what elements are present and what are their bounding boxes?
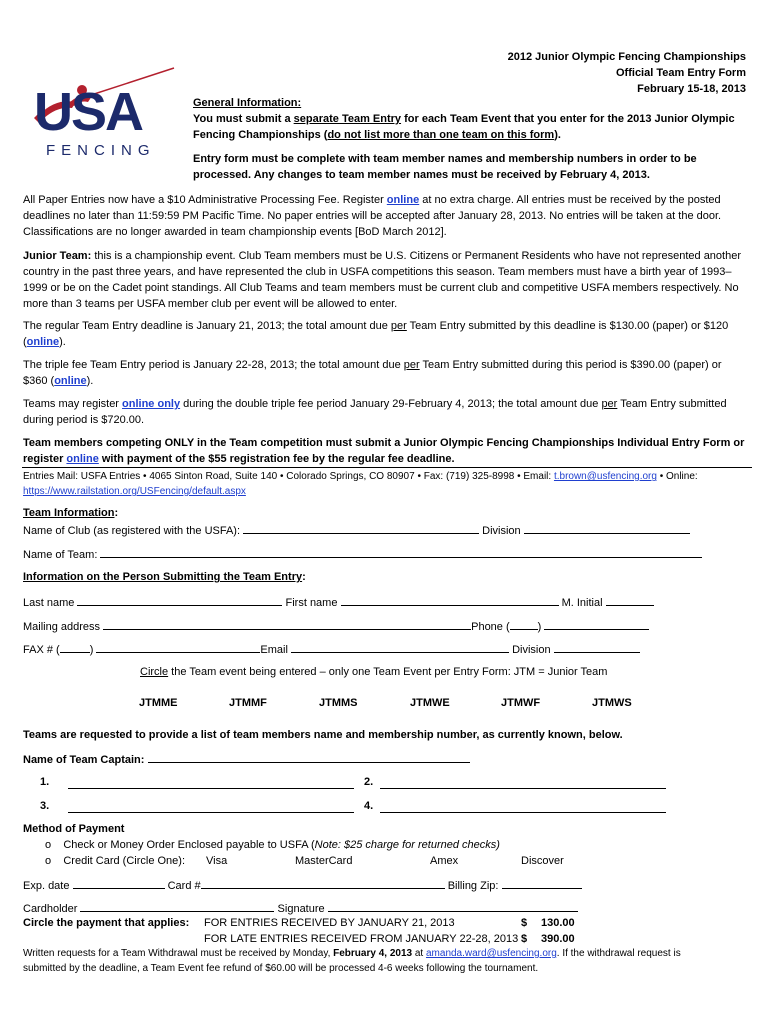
- club-name-field[interactable]: [243, 523, 479, 534]
- event-code-jtmmf[interactable]: JTMMF: [229, 697, 267, 709]
- card-number-field[interactable]: [201, 878, 445, 889]
- withdrawal-email-link[interactable]: amanda.ward@usfencing.org: [425, 948, 557, 959]
- mail-info: Entries Mail: USFA Entries • 4065 Sinton Road, Suite 140 • Colorado Springs, CO 80907 • Fax: (719) 325-8998 • Email: t.brown@usfencing.org • Online: https://www.railstation.org/USFencing/default.aspx: [23, 471, 698, 497]
- form-subtitle: Official Team Entry Form: [616, 67, 746, 79]
- address-row: Mailing address Phone ( ): [23, 619, 649, 633]
- members-request: Teams are requested to provide a list of team members name and membership number, as currently known, below.: [23, 729, 623, 741]
- first-name-field[interactable]: [341, 595, 559, 606]
- fee-paragraph: All Paper Entries now have a $10 Administrative Processing Fee. Register online at no extra charge. All entries must be received by the posted deadlines no later than 11:59:59 PM Pacific Time. No paper entries will be accepted after January 28, 2013. No entries will be taken at the door. Classifications are no longer awarded in team championship events [BoD March 2012].: [23, 194, 722, 238]
- general-line-2: Fencing Championships (do not list more than one team on this form).: [193, 129, 561, 141]
- online-link[interactable]: online: [66, 453, 99, 465]
- online-link[interactable]: online: [54, 375, 87, 387]
- event-code-jtmms[interactable]: JTMMS: [319, 697, 358, 709]
- fax-area-field[interactable]: [60, 642, 90, 653]
- card-mastercard[interactable]: MasterCard: [295, 855, 353, 867]
- cardholder-row: Cardholder Signature: [23, 901, 578, 915]
- regular-deadline-paragraph: The regular Team Entry deadline is January 21, 2013; the total amount due per Team Entry submitted by this deadline is $130.00 (paper) or $120 (online).: [23, 320, 729, 348]
- fax-row: FAX # ( ) Email Division: [23, 642, 640, 656]
- club-division-field[interactable]: [524, 523, 690, 534]
- online-link[interactable]: online: [26, 336, 60, 348]
- member-number-3: 3.: [40, 800, 50, 812]
- email-field[interactable]: [291, 642, 509, 653]
- individual-entry-paragraph: Team members competing ONLY in the Team competition must submit a Junior Olympic Fencing Championships Individual Entry Form or register online with payment of the $55 registration fee by the regular fee deadline.: [23, 437, 745, 465]
- name-row: Last name First name M. Initial: [23, 595, 654, 609]
- member-number-2: 2.: [364, 776, 374, 788]
- card-visa[interactable]: Visa: [206, 855, 228, 867]
- member-field-1[interactable]: [68, 778, 354, 789]
- event-code-jtmme[interactable]: JTMME: [139, 697, 178, 709]
- phone-field[interactable]: [544, 619, 649, 630]
- event-code-jtmws[interactable]: JTMWS: [592, 697, 632, 709]
- middle-initial-field[interactable]: [606, 595, 654, 606]
- member-field-4[interactable]: [380, 802, 666, 813]
- payment-heading: Method of Payment: [23, 823, 125, 835]
- email-link[interactable]: t.brown@usfencing.org: [553, 471, 657, 482]
- online-only-link[interactable]: online only: [122, 398, 181, 410]
- payment-currency-1: $: [521, 917, 528, 929]
- cardholder-field[interactable]: [80, 901, 274, 912]
- form-dates: February 15-18, 2013: [637, 83, 746, 95]
- mailing-address-field[interactable]: [103, 619, 471, 630]
- payment-currency-2: $: [521, 933, 528, 945]
- online-link[interactable]: online: [386, 194, 420, 206]
- withdrawal-line-1: Written requests for a Team Withdrawal must be received by Monday, February 4, 2013 at amanda.ward@usfencing.org. If the withdrawal request is: [23, 948, 681, 959]
- logo-subtext: FENCING: [46, 142, 156, 159]
- club-row: Name of Club (as registered with the USFA): Division: [23, 523, 690, 537]
- team-info-heading: Team Information:: [23, 507, 119, 519]
- team-name-field[interactable]: [100, 547, 702, 558]
- form-title: 2012 Junior Olympic Fencing Championships: [507, 51, 746, 63]
- payment-amount-2: 390.00: [541, 933, 575, 945]
- billing-zip-field[interactable]: [502, 878, 582, 889]
- submitter-division-field[interactable]: [554, 642, 640, 653]
- triple-fee-paragraph: The triple fee Team Entry period is January 22-28, 2013; the total amount due per Team Entry submitted during this period is $390.00 (paper) or $360 (online).: [23, 359, 722, 387]
- general-line-1: You must submit a separate Team Entry for each Team Event that you enter for the 2013 Junior Olympic: [193, 113, 735, 125]
- captain-row: Name of Team Captain:: [23, 752, 470, 766]
- member-number-1: 1.: [40, 776, 50, 788]
- double-fee-paragraph: Teams may register online only during the double triple fee period January 29-February 4, 2013; the total amount due per Team Entry submitted during period is $720.00.: [23, 398, 727, 426]
- payment-amount-1: 130.00: [541, 917, 575, 929]
- captain-name-field[interactable]: [148, 752, 470, 763]
- submitter-heading: Information on the Person Submitting the Team Entry:: [23, 571, 306, 583]
- usa-fencing-logo: [26, 62, 176, 162]
- member-field-3[interactable]: [68, 802, 354, 813]
- event-instruction: Circle the Team event being entered – only one Team Event per Entry Form: JTM = Junior Team: [140, 666, 608, 678]
- general-line-4: processed. Any changes to team member names must be received by February 4, 2013.: [193, 169, 650, 181]
- divider: [22, 467, 752, 468]
- event-code-jtmwf[interactable]: JTMWF: [501, 697, 541, 709]
- phone-area-field[interactable]: [510, 619, 538, 630]
- payment-option-2[interactable]: FOR LATE ENTRIES RECEIVED FROM JANUARY 22-28, 2013: [204, 933, 519, 945]
- check-option[interactable]: o Check or Money Order Enclosed payable to USFA (Note: $25 charge for returned checks): [45, 839, 500, 851]
- card-details-row: Exp. date Card # Billing Zip:: [23, 878, 582, 892]
- payment-option-1[interactable]: FOR ENTRIES RECEIVED BY JANUARY 21, 2013: [204, 917, 455, 929]
- member-number-4: 4.: [364, 800, 374, 812]
- fax-field[interactable]: [96, 642, 260, 653]
- card-discover[interactable]: Discover: [521, 855, 564, 867]
- last-name-field[interactable]: [77, 595, 282, 606]
- junior-team-paragraph: Junior Team: this is a championship event. Club Team members must be U.S. Citizens or Permanent Residents who have not represented another country in the past three years, and have represented the club in USFA competitions this season. Team members must have a birth year of 1993–1999 or be on the Cadet point standings. All Club Teams and team members must be current club and competitive USFA members respectively. No more than 3 teams per USFA member club per event will be allowed to enter.: [23, 250, 742, 310]
- team-name-row: Name of Team:: [23, 547, 702, 561]
- online-url-link[interactable]: https://www.railstation.org/USFencing/default.aspx: [23, 486, 246, 497]
- signature-field[interactable]: [328, 901, 578, 912]
- withdrawal-line-2: submitted by the deadline, a Team Event fee refund of $60.00 will be processed 4-6 weeks following the tournament.: [23, 963, 539, 974]
- event-code-jtmwe[interactable]: JTMWE: [410, 697, 450, 709]
- circle-payment-label: Circle the payment that applies:: [23, 917, 190, 929]
- general-heading: General Information:: [193, 97, 302, 109]
- exp-date-field[interactable]: [73, 878, 165, 889]
- card-amex[interactable]: Amex: [430, 855, 459, 867]
- general-line-3: Entry form must be complete with team member names and membership numbers in order to be: [193, 153, 697, 165]
- credit-option[interactable]: o Credit Card (Circle One):: [45, 855, 185, 867]
- member-field-2[interactable]: [380, 778, 666, 789]
- logo-text: USA: [34, 82, 143, 142]
